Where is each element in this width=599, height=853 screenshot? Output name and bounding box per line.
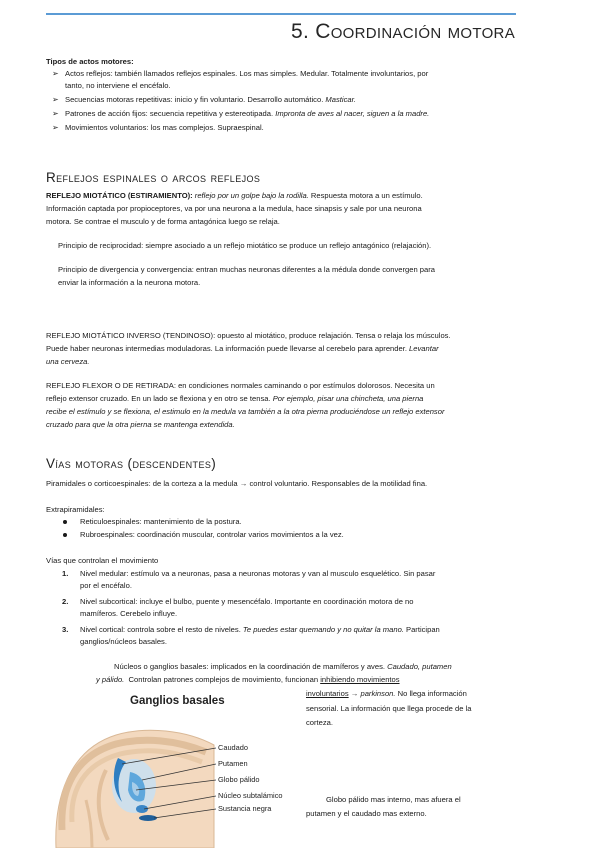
piramidales: Piramidales o corticoespinales: de la corteza a la medula → control voluntario. Responsables de la motilidad fina. bbox=[46, 479, 428, 488]
miotatico-line3: motora. Se contrae el musculo y de forma antagónica luego se relaja. bbox=[46, 217, 280, 226]
extra-item-2: Rubroespinales: coordinación muscular, controlar varios movimientos a la vez. bbox=[80, 530, 344, 539]
section-heading-vias: Vías motoras (descendentes) bbox=[46, 456, 217, 471]
intro-item-2: Secuencias motoras repetitivas: inicio y fin voluntario. Desarrollo automático. Masticar. bbox=[65, 95, 356, 104]
arrow-bullet-icon: ➢ bbox=[52, 109, 59, 118]
intro-item-4: Movimientos voluntarios: los mas complejos. Supraespinal. bbox=[65, 123, 264, 132]
level-2-line2: mamíferos. Cerebelo influye. bbox=[80, 609, 178, 618]
inverso-line3: una cerveza. bbox=[46, 357, 90, 366]
page-title: 5. Coordinación motora bbox=[290, 20, 515, 43]
arrow-bullet-icon: ➢ bbox=[52, 69, 59, 78]
level-3-line2: ganglios/núcleos basales. bbox=[80, 637, 167, 646]
inverso-line2: Puede haber neuronas intermedias moduladoras. La información puede llevarse al cerebelo para aprender. Levantar bbox=[46, 344, 439, 353]
bullet-dot-icon bbox=[63, 533, 67, 537]
principio-divergencia: Principio de divergencia y convergencia: entran muchas neuronas diferentes a la médula donde convergen para bbox=[58, 265, 435, 274]
figure-title: Ganglios basales bbox=[130, 695, 225, 707]
basales-line5: corteza. bbox=[306, 718, 334, 727]
brain-illustration bbox=[46, 690, 300, 848]
extrapiramidales-label: Extrapiramidales: bbox=[46, 505, 105, 514]
intro-item-1-cont: tanto, no interviene el encéfalo. bbox=[65, 81, 171, 90]
arrow-bullet-icon: ➢ bbox=[52, 123, 59, 132]
level-1-line1: Nivel medular: estímulo va a neuronas, pasa a neuronas motoras y van al musculo esquelético. Sin pasar bbox=[80, 569, 436, 578]
level-3-line1: Nivel cortical: controla sobre el resto de niveles. Te puedes estar quemando y no quitar la mano. Participan bbox=[80, 625, 440, 634]
flexor-line1: REFLEJO FLEXOR O DE RETIRADA: en condiciones normales caminando o por estímulos dolorosos. Necesita un bbox=[46, 381, 435, 390]
inverso-line1: REFLEJO MIOTÁTICO INVERSO (TENDINOSO): opuesto al miotático, produce relajación. Tensa o relaja los músculos. bbox=[46, 331, 451, 340]
level-1-line2: por el encéfalo. bbox=[80, 581, 132, 590]
basales-line1: Núcleos o ganglios basales: implicados en la coordinación de mamíferos y aves. Caudado, putamen bbox=[114, 662, 452, 671]
flexor-line3: recibe el estímulo y se flexiona, el estimulo en la medula va también a la otra pierna produciéndose un reflejo extensor bbox=[46, 407, 445, 416]
bullet-dot-icon bbox=[63, 520, 67, 524]
level-number: 3. bbox=[62, 625, 69, 634]
flexor-line2: reflejo extensor cruzado. En un lado se flexiona y en otro se tensa. Por ejemplo, pisar una chincheta, una pierna bbox=[46, 394, 424, 403]
miotatico-line2: Información captada por propioceptores, va por una neurona a la medula, hace sinapsis y sale por una neurona bbox=[46, 204, 422, 213]
level-number: 2. bbox=[62, 597, 69, 606]
vias-label: Vías que controlan el movimiento bbox=[46, 556, 159, 565]
intro-label: Tipos de actos motores: bbox=[46, 57, 134, 66]
intro-item-3: Patrones de acción fijos: secuencia repetitiva y estereotipada. Impronta de aves al nacer, siguen a la madre. bbox=[65, 109, 430, 118]
arrow-bullet-icon: ➢ bbox=[52, 95, 59, 104]
extra-item-1: Reticuloespinales: mantenimiento de la postura. bbox=[80, 517, 242, 526]
basales-line4: sensorial. La información que llega procede de la bbox=[306, 704, 472, 713]
globo-line2: putamen y el caudado mas externo. bbox=[306, 809, 427, 818]
section-heading-reflejos: Reflejos espinales o arcos reflejos bbox=[46, 170, 261, 185]
label-caudado: Caudado bbox=[218, 743, 248, 752]
miotatico-line1: REFLEJO MIOTÁTICO (ESTIRAMIENTO): reflejo por un golpe bajo la rodilla. Respuesta motora a un estímulo. bbox=[46, 191, 423, 200]
label-putamen: Putamen bbox=[218, 759, 248, 768]
level-number: 1. bbox=[62, 569, 69, 578]
globo-line1: Globo pálido mas interno, mas afuera el bbox=[326, 795, 461, 804]
principio-reciprocidad: Principio de reciprocidad: siempre asociado a un reflejo miotático se produce un reflejo antagónico (relajación). bbox=[58, 241, 432, 250]
intro-item-1: Actos reflejos: también llamados reflejos espinales. Los mas simples. Medular. Totalmente involuntarios, por bbox=[65, 69, 429, 78]
level-2-line1: Nivel subcortical: incluye el bulbo, puente y mesencéfalo. Importante en coordinación motora de no bbox=[80, 597, 414, 606]
flexor-line4: cruzado para que la otra pierna se mantenga extendida. bbox=[46, 420, 235, 429]
basales-line2: y pálido. Controlan patrones complejos de movimiento, funcionan inhibiendo movimientos bbox=[96, 675, 400, 684]
label-sustancia-negra: Sustancia negra bbox=[218, 804, 272, 813]
header-rule bbox=[46, 13, 516, 15]
basales-line3: involuntarios → parkinson. No llega información bbox=[306, 689, 467, 698]
label-nucleo-subtalamico: Núcleo subtalámico bbox=[218, 791, 283, 800]
principio-divergencia-cont: enviar la información a la neurona motora. bbox=[58, 278, 201, 287]
ganglios-basales-figure bbox=[46, 690, 300, 848]
label-globo-palido: Globo pálido bbox=[218, 775, 260, 784]
